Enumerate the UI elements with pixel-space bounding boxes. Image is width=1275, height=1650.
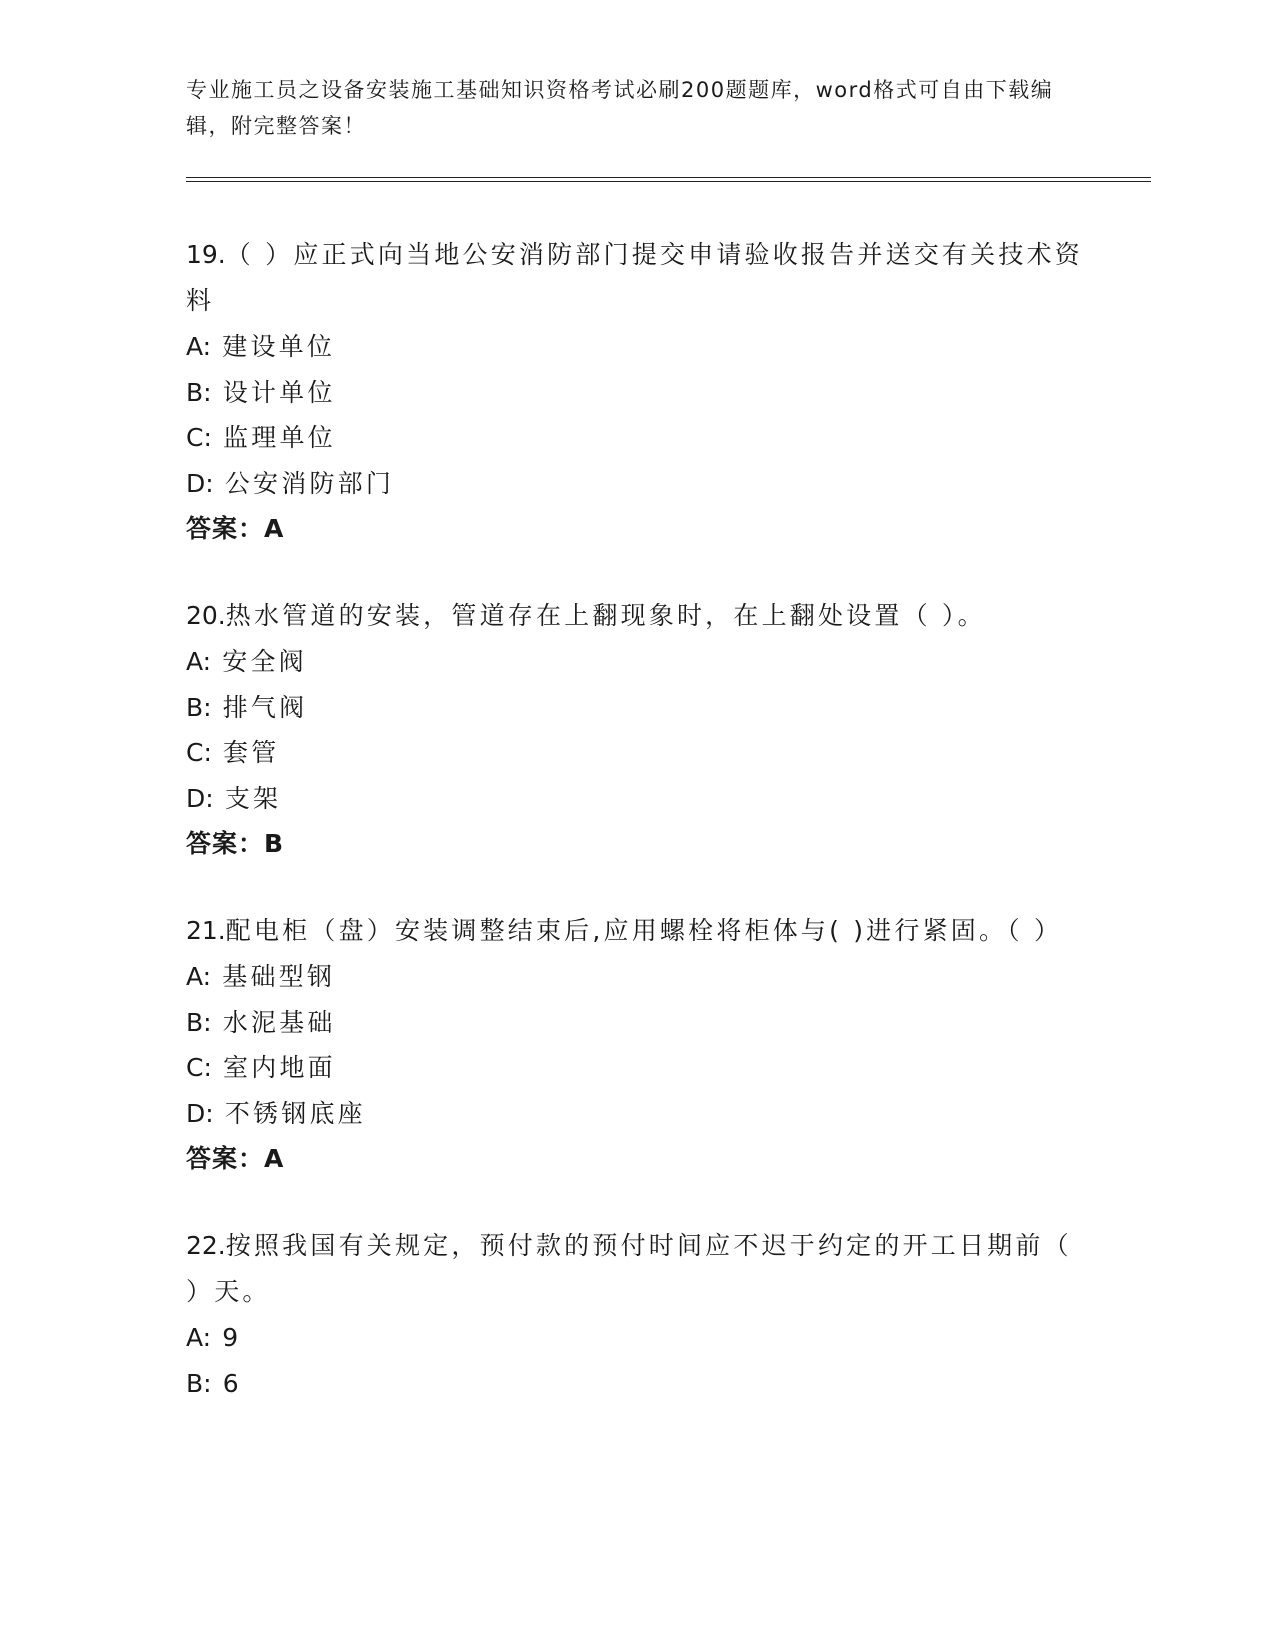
option-letter: A: — [186, 1323, 212, 1352]
question-number: 19. — [186, 240, 226, 269]
header-double-rule — [186, 177, 1151, 182]
option-a — [186, 954, 1086, 1000]
question-text: 按照我国有关规定，预付款的预付时间应不迟于约定的开工日期前（ ）天。 — [186, 1231, 1072, 1306]
option-text: 6 — [222, 1368, 242, 1398]
question-stem — [186, 908, 1086, 954]
option-text: 水泥基础 — [222, 1007, 336, 1037]
option-c — [186, 415, 1086, 461]
option-text: 公安消防部门 — [224, 468, 395, 498]
question-stem — [186, 232, 1086, 324]
question-number: 22. — [186, 1231, 226, 1260]
question-19 — [186, 232, 1086, 552]
option-letter: A: — [186, 647, 212, 676]
question-number: 20. — [186, 601, 226, 630]
option-text: 安全阀 — [222, 647, 307, 676]
answer-line: 答案：B — [186, 829, 285, 858]
option-letter: B: — [186, 377, 212, 407]
option-b — [186, 370, 1086, 416]
document-header: 专业施工员之设备安装施工基础知识资格考试必刷200题题库，word格式可自由下载编辑，附完整答案！ — [186, 78, 1054, 138]
option-b — [186, 685, 1086, 731]
option-letter: B: — [186, 1007, 212, 1037]
option-d — [186, 1091, 1086, 1137]
option-d — [186, 461, 1086, 507]
option-letter: C: — [186, 423, 212, 452]
option-b — [186, 1000, 1086, 1046]
option-letter: D: — [186, 1098, 214, 1128]
option-letter: D: — [186, 783, 214, 813]
option-d — [186, 776, 1086, 822]
option-a — [186, 639, 1086, 685]
option-b — [186, 1361, 1086, 1407]
answer-line: 答案：A — [186, 1144, 285, 1173]
question-text: 热水管道的安装，管道存在上翻现象时，在上翻处设置（ ）。 — [225, 601, 986, 630]
option-a — [186, 1315, 1086, 1361]
question-number: 21. — [186, 916, 226, 945]
question-21 — [186, 908, 1086, 1182]
option-c — [186, 1045, 1086, 1091]
option-letter: A: — [186, 332, 212, 361]
option-text: 套管 — [223, 738, 280, 767]
option-text: 支架 — [224, 783, 282, 813]
option-c — [186, 730, 1086, 776]
option-letter: B: — [186, 1368, 212, 1398]
option-text: 设计单位 — [222, 377, 336, 407]
question-text: 配电柜（盘）安装调整结束后,应用螺栓将柜体与( )进行紧固。（ ） — [225, 916, 1063, 945]
option-letter: C: — [186, 1053, 212, 1082]
option-text: 基础型钢 — [222, 962, 336, 991]
question-stem — [186, 593, 1086, 639]
option-text: 建设单位 — [222, 332, 336, 361]
question-text: （ ）应正式向当地公安消防部门提交申请验收报告并送交有关技术资料 — [186, 240, 1083, 315]
option-text: 排气阀 — [222, 692, 308, 722]
question-stem — [186, 1223, 1086, 1315]
question-20 — [186, 593, 1086, 867]
option-letter: C: — [186, 738, 212, 767]
option-letter: D: — [186, 468, 214, 498]
option-text: 室内地面 — [223, 1053, 336, 1082]
option-a — [186, 324, 1086, 370]
option-text: 9 — [222, 1323, 242, 1352]
option-text: 监理单位 — [223, 423, 336, 452]
option-text: 不锈钢底座 — [224, 1098, 366, 1128]
question-list — [186, 232, 1086, 1447]
option-letter: B: — [186, 692, 212, 722]
answer-line: 答案：A — [186, 514, 285, 543]
option-letter: A: — [186, 962, 212, 991]
question-22 — [186, 1223, 1086, 1406]
